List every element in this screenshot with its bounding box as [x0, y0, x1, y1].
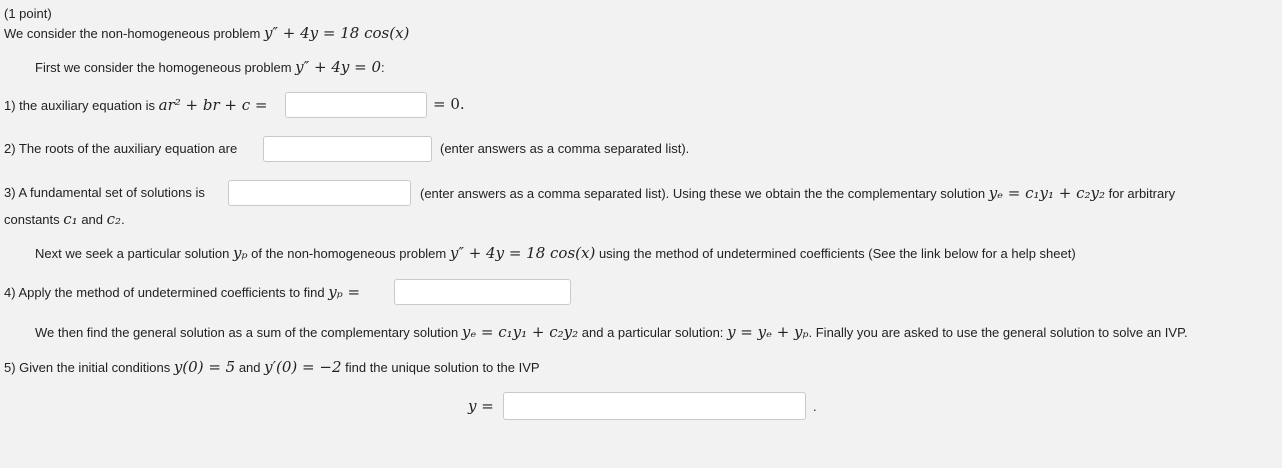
auxiliary-equation-input[interactable]: [285, 92, 427, 118]
homogeneous-line: [35, 58, 385, 77]
q3-period: .: [121, 212, 125, 227]
particular-text-c: using the method of undetermined coefficients (See the link below for a help sheet): [598, 246, 1076, 261]
particular-yp: yₚ: [233, 244, 248, 262]
particular-text-a: Next we seek a particular solution: [35, 246, 230, 261]
general-eq2: y = yₑ + yₚ: [727, 323, 809, 341]
particular-text-b: of the non-homogeneous problem: [251, 246, 447, 261]
intro-line: [4, 24, 409, 43]
fundamental-set-input[interactable]: [228, 180, 411, 206]
particular-solution-input[interactable]: [394, 279, 571, 305]
ivp-solution-input[interactable]: [503, 392, 806, 420]
q3-c1: c₁: [63, 210, 78, 228]
q2-note: (enter answers as a comma separated list).: [440, 141, 690, 156]
q4-line: [4, 283, 360, 302]
general-text-c: . Finally you are asked to use the general solution to solve an IVP.: [808, 325, 1188, 340]
roots-input[interactable]: [263, 136, 432, 162]
q3-tail: for arbitrary: [1108, 186, 1176, 201]
q4-expr: yₚ =: [328, 283, 361, 301]
general-eq1: yₑ = c₁y₁ + c₂y₂: [461, 323, 579, 341]
intro-equation: y″ + 4y = 18 cos(x): [263, 24, 410, 42]
q1-line: [4, 96, 268, 115]
q4-label: 4) Apply the method of undetermined coefficients to find: [4, 285, 325, 300]
q5-expr: y =: [468, 397, 494, 415]
q3-constants-text: constants: [4, 212, 60, 227]
q5-ic1: y(0) = 5: [173, 358, 236, 376]
q1-after: = 0.: [433, 95, 465, 113]
q3-and-text: and: [81, 212, 104, 227]
q5-period: .: [813, 399, 817, 414]
homogeneous-text: First we consider the homogeneous problem: [35, 60, 292, 75]
q3-c2: c₂: [106, 210, 122, 228]
q5-label-c: find the unique solution to the IVP: [345, 360, 540, 375]
particular-equation: y″ + 4y = 18 cos(x): [449, 244, 596, 262]
general-text-a: We then find the general solution as a sum of the complementary solution: [35, 325, 459, 340]
q2-label: 2) The roots of the auxiliary equation are: [4, 141, 238, 156]
q5-label-a: 5) Given the initial conditions: [4, 360, 171, 375]
q5-label-b: and: [238, 360, 261, 375]
q1-label: 1) the auxiliary equation is: [4, 98, 156, 113]
q5-line: [4, 358, 540, 377]
q1-expr: ar² + br + c =: [158, 96, 268, 114]
q3-note: (enter answers as a comma separated list). Using these we obtain the the complementary solution: [420, 186, 986, 201]
q3-label: 3) A fundamental set of solutions is: [4, 185, 205, 200]
particular-line: [35, 244, 1076, 263]
q5-ic2: y′(0) = −2: [264, 358, 342, 376]
q3-line2: [4, 210, 125, 229]
homogeneous-colon: :: [381, 60, 385, 75]
q3-note-line: [420, 184, 1175, 203]
points-label: (1 point): [4, 6, 52, 21]
intro-text: We consider the non-homogeneous problem: [4, 26, 261, 41]
q3-complementary-eq: yₑ = c₁y₁ + c₂y₂: [988, 184, 1105, 202]
homogeneous-equation: y″ + 4y = 0: [295, 58, 382, 76]
general-text-b: and a particular solution:: [581, 325, 724, 340]
general-line: [35, 323, 1188, 342]
